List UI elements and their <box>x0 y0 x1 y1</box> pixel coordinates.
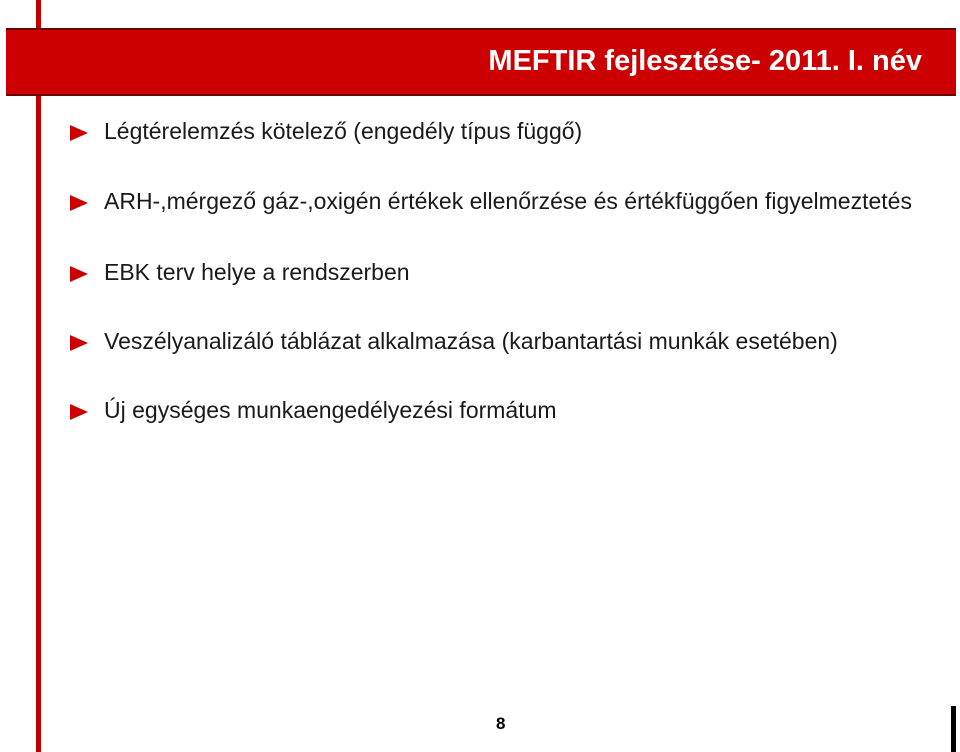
bullet-item <box>70 257 930 287</box>
bullet-item <box>70 186 930 216</box>
corner-mark <box>951 706 956 752</box>
bullet-text: EBK terv helye a rendszerben <box>104 259 410 285</box>
triangle-right-icon <box>70 266 88 282</box>
triangle-right-icon <box>70 335 88 351</box>
left-accent-rule <box>36 0 41 752</box>
title-bar <box>6 28 956 96</box>
bullet-text: Új egységes munkaengedélyezési formátum <box>104 397 557 423</box>
bullet-item <box>70 326 930 356</box>
triangle-right-icon <box>70 125 88 141</box>
triangle-right-icon <box>70 404 88 420</box>
triangle-right-icon <box>70 195 88 211</box>
bullet-text: ARH-,mérgező gáz-,oxigén értékek ellenőrzése és értékfüggően figyelmeztetés <box>104 188 912 214</box>
bullet-text: Veszélyanalizáló táblázat alkalmazása (karbantartási munkák esetében) <box>104 328 838 354</box>
bullet-list <box>70 110 930 425</box>
bullet-item <box>70 116 930 146</box>
bullet-text: Légtérelemzés kötelező (engedély típus függő) <box>104 118 583 144</box>
slide-title: MEFTIR fejlesztése- 2011. I. név <box>488 45 922 77</box>
page-number: 8 <box>496 714 506 733</box>
bullet-item <box>70 395 930 425</box>
